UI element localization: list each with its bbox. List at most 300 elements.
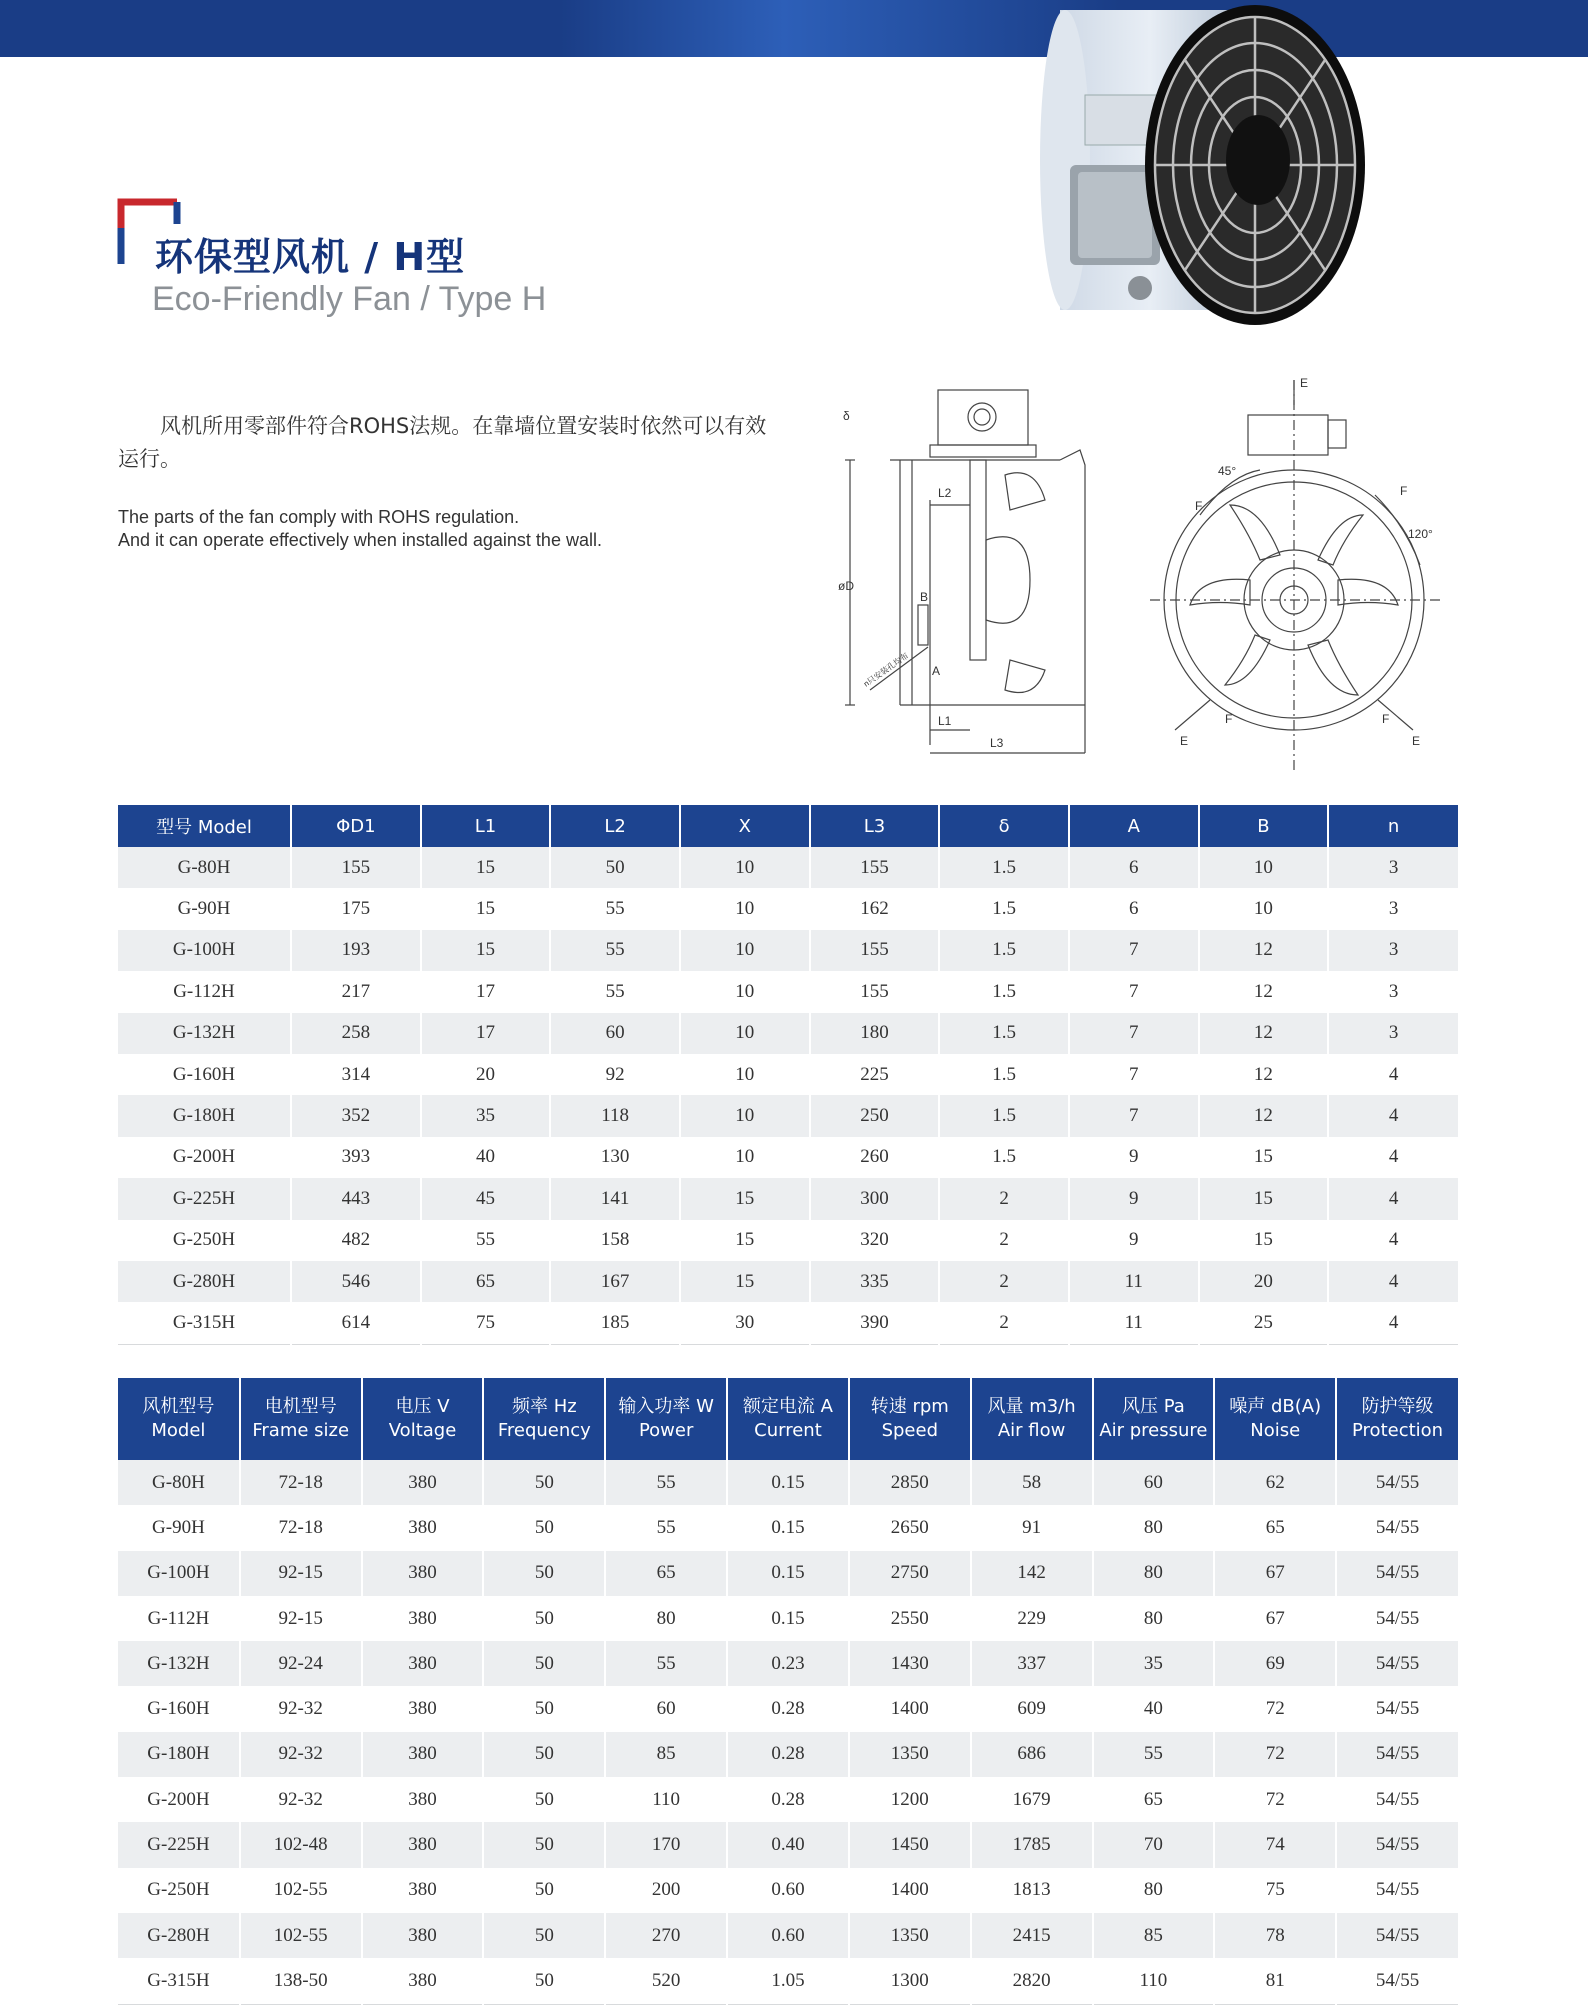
table-cell: 91 [971,1505,1093,1550]
description-cn: 风机所用零部件符合ROHS法规。在靠墙位置安装时依然可以有效运行。 [118,414,767,471]
header-en: Air flow [997,1420,1066,1441]
table-cell: 0.28 [727,1732,849,1777]
table-cell: 185 [550,1302,680,1344]
table-cell: 10 [680,971,810,1012]
table-cell: 54/55 [1336,1822,1458,1867]
table-cell: 520 [605,1958,727,2004]
table-row [118,1913,1458,1958]
E-right-label: E [1412,734,1421,748]
table-cell: 11 [1069,1302,1199,1344]
table-cell: 50 [483,1551,605,1596]
table-cell: 62 [1214,1460,1336,1505]
table-cell: 614 [291,1302,421,1344]
table-cell: 45 [421,1178,551,1219]
header-cn: 频率 Hz [511,1396,577,1417]
table-cell: 60 [1093,1460,1215,1505]
table-cell: G-225H [118,1822,240,1867]
table-row [118,1095,1458,1136]
table-cell: 58 [971,1460,1093,1505]
table-cell: 17 [421,1013,551,1054]
table-cell: 50 [550,847,680,888]
table-cell: 11 [1069,1261,1199,1302]
description-en-line2: And it can operate effectively when installed against the wall. [118,530,602,550]
dimensions-header-cell: δ [939,805,1069,847]
table-cell: 1430 [849,1641,971,1686]
table-cell: 50 [483,1732,605,1777]
table-cell: 1.5 [939,1054,1069,1095]
table-cell: 0.15 [727,1505,849,1550]
table-cell: 78 [1214,1913,1336,1958]
table-cell: 155 [810,930,940,971]
table-cell: 193 [291,930,421,971]
table-cell: G-160H [118,1054,291,1095]
table-cell: 80 [1093,1505,1215,1550]
table-cell: 3 [1328,1013,1458,1054]
table-cell: 67 [1214,1596,1336,1641]
table-cell: 40 [1093,1686,1215,1731]
table-cell: 1300 [849,1958,971,2004]
table-cell: 380 [362,1868,484,1913]
table-cell: 17 [421,971,551,1012]
table-cell: 130 [550,1137,680,1178]
table-cell: 55 [605,1641,727,1686]
table-cell: 110 [1093,1958,1215,2004]
table-cell: 102-48 [240,1822,362,1867]
table-cell: 482 [291,1220,421,1261]
table-cell: 180 [810,1013,940,1054]
table-cell: 50 [483,1822,605,1867]
technical-drawing [830,375,1490,775]
table-cell: 686 [971,1732,1093,1777]
table-cell: 15 [1199,1137,1329,1178]
performance-header-cell [1093,1378,1215,1460]
table-cell: 15 [680,1178,810,1219]
page-title: 环保型风机 / H型 [155,235,466,279]
table-cell: 12 [1199,1095,1329,1136]
table-cell: 50 [483,1686,605,1731]
holes-note: n只安装孔均布 [861,651,911,689]
dimensions-table [118,805,1458,1345]
table-cell: 65 [1093,1777,1215,1822]
table-cell: 158 [550,1220,680,1261]
table-cell: 2850 [849,1460,971,1505]
header-en: Speed [881,1420,938,1441]
table-cell: G-280H [118,1913,240,1958]
table-cell: 74 [1214,1822,1336,1867]
table-cell: 55 [550,971,680,1012]
F-bottom-right-label: F [1382,712,1390,726]
header-cn: 防护等级 [1361,1396,1434,1417]
table-cell: 10 [680,1137,810,1178]
dimensions-table-header [118,805,1458,847]
table-cell: 0.60 [727,1913,849,1958]
E-left-label: E [1180,734,1189,748]
table-cell: 1.5 [939,888,1069,929]
table-cell: 1400 [849,1868,971,1913]
table-cell: 380 [362,1596,484,1641]
F-left-label: F [1195,499,1203,513]
table-cell: 75 [421,1302,551,1344]
table-cell: 4 [1328,1220,1458,1261]
performance-header-cell [605,1378,727,1460]
table-cell: 10 [680,847,810,888]
table-cell: 54/55 [1336,1505,1458,1550]
header-cn: 噪声 dB(A) [1229,1396,1322,1417]
table-cell: 2 [939,1261,1069,1302]
table-cell: 390 [810,1302,940,1344]
header-cn: 电压 V [395,1396,450,1417]
table-cell: 0.15 [727,1551,849,1596]
table-cell: 102-55 [240,1913,362,1958]
table-cell: 92-15 [240,1596,362,1641]
table-cell: G-90H [118,888,291,929]
table-cell: 2820 [971,1958,1093,2004]
table-cell: 12 [1199,1013,1329,1054]
table-cell: 0.23 [727,1641,849,1686]
table-cell: 2550 [849,1596,971,1641]
front-view [1150,376,1440,770]
table-cell: 70 [1093,1822,1215,1867]
table-cell: 380 [362,1958,484,2004]
header-en: Frame size [252,1420,350,1441]
table-cell: 155 [291,847,421,888]
table-cell: 65 [1214,1505,1336,1550]
table-row [118,1551,1458,1596]
table-cell: 10 [1199,847,1329,888]
table-cell: G-180H [118,1095,291,1136]
table-cell: 75 [1214,1868,1336,1913]
table-cell: 54/55 [1336,1596,1458,1641]
header-en: Model [151,1420,206,1441]
table-cell: 60 [550,1013,680,1054]
table-row [118,1777,1458,1822]
performance-header-cell [483,1378,605,1460]
table-cell: 7 [1069,1054,1199,1095]
table-cell: 60 [605,1686,727,1731]
table-cell: 54/55 [1336,1732,1458,1777]
table-cell: 4 [1328,1261,1458,1302]
table-cell: 225 [810,1054,940,1095]
table-cell: 67 [1214,1551,1336,1596]
table-cell: 320 [810,1220,940,1261]
angle-120-label: 120° [1408,527,1433,541]
table-cell: 80 [605,1596,727,1641]
table-cell: 15 [421,888,551,929]
table-row [118,1596,1458,1641]
header-en: Noise [1250,1420,1301,1441]
table-cell: 54/55 [1336,1551,1458,1596]
table-row [118,1137,1458,1178]
table-cell: 200 [605,1868,727,1913]
table-cell: G-80H [118,1460,240,1505]
table-cell: 55 [605,1460,727,1505]
table-cell: 10 [680,1013,810,1054]
table-cell: 55 [550,930,680,971]
table-cell: 80 [1093,1551,1215,1596]
header-en: Protection [1352,1420,1444,1441]
table-cell: 3 [1328,971,1458,1012]
table-cell: 50 [483,1505,605,1550]
table-cell: 20 [421,1054,551,1095]
table-row [118,1505,1458,1550]
table-cell: 1813 [971,1868,1093,1913]
performance-header-cell [849,1378,971,1460]
table-cell: 250 [810,1095,940,1136]
table-cell: 92-32 [240,1777,362,1822]
table-cell: 162 [810,888,940,929]
table-cell: 380 [362,1551,484,1596]
performance-header-cell [362,1378,484,1460]
table-cell: 50 [483,1868,605,1913]
table-cell: 1679 [971,1777,1093,1822]
table-cell: 72 [1214,1686,1336,1731]
angle-45-label: 45° [1218,464,1237,478]
table-cell: G-80H [118,847,291,888]
table-cell: G-132H [118,1641,240,1686]
dimensions-header-cell: A [1069,805,1199,847]
table-cell: 175 [291,888,421,929]
table-cell: 10 [680,930,810,971]
table-row [118,1958,1458,2004]
table-cell: 155 [810,971,940,1012]
header-cn: 输入功率 W [618,1396,714,1417]
table-cell: 110 [605,1777,727,1822]
table-row [118,1013,1458,1054]
table-cell: 0.60 [727,1868,849,1913]
dimensions-header-cell: L3 [810,805,940,847]
table-cell: 258 [291,1013,421,1054]
performance-header-cell [971,1378,1093,1460]
table-cell: 92 [550,1054,680,1095]
performance-header-cell [1336,1378,1458,1460]
table-cell: 0.15 [727,1596,849,1641]
table-cell: 380 [362,1505,484,1550]
table-cell: 1.5 [939,847,1069,888]
table-cell: 54/55 [1336,1777,1458,1822]
L3-label: L3 [990,736,1004,750]
dimensions-header-cell: X [680,805,810,847]
table-row [118,1220,1458,1261]
table-row [118,1302,1458,1344]
table-cell: 1.5 [939,1013,1069,1054]
table-cell: 2 [939,1302,1069,1344]
dimensions-header-cell: n [1328,805,1458,847]
table-cell: 35 [421,1095,551,1136]
table-cell: 12 [1199,971,1329,1012]
table-cell: G-132H [118,1013,291,1054]
table-cell: 4 [1328,1095,1458,1136]
A-label: A [932,664,941,678]
table-cell: 72-18 [240,1505,362,1550]
table-cell: G-90H [118,1505,240,1550]
table-row [118,971,1458,1012]
table-cell: 85 [605,1732,727,1777]
table-cell: 10 [680,1054,810,1095]
dimensions-header-cell: 型号 Model [118,805,291,847]
table-cell: 4 [1328,1137,1458,1178]
table-cell: 380 [362,1822,484,1867]
table-cell: G-180H [118,1732,240,1777]
table-cell: 10 [1199,888,1329,929]
table-cell: G-200H [118,1777,240,1822]
table-cell: 54/55 [1336,1958,1458,2004]
dimensions-header-cell: B [1199,805,1329,847]
L2-label: L2 [938,486,952,500]
table-row [118,1868,1458,1913]
performance-header-cell [118,1378,240,1460]
table-cell: 142 [971,1551,1093,1596]
table-cell: 546 [291,1261,421,1302]
table-cell: 443 [291,1178,421,1219]
table-cell: 50 [483,1596,605,1641]
side-view [838,390,1085,753]
table-cell: 30 [680,1302,810,1344]
table-cell: 380 [362,1460,484,1505]
table-cell: 4 [1328,1302,1458,1344]
F-right-label: F [1400,484,1408,498]
header-cn: 风机型号 [142,1396,215,1417]
table-cell: 380 [362,1732,484,1777]
table-cell: 2415 [971,1913,1093,1958]
page-subtitle: Eco-Friendly Fan / Type H [152,280,547,318]
header-en: Air pressure [1099,1420,1208,1441]
table-cell: 72-18 [240,1460,362,1505]
table-cell: 7 [1069,1095,1199,1136]
header-cn: 转速 rpm [870,1396,949,1417]
header-cn: 风压 Pa [1122,1396,1185,1417]
table-cell: 72 [1214,1777,1336,1822]
table-row [118,1178,1458,1219]
table-cell: G-100H [118,930,291,971]
table-cell: 4 [1328,1054,1458,1095]
table-cell: 55 [550,888,680,929]
header-en: Frequency [497,1420,591,1441]
table-cell: 55 [421,1220,551,1261]
table-cell: 65 [421,1261,551,1302]
table-cell: 7 [1069,930,1199,971]
table-cell: 1450 [849,1822,971,1867]
table-cell: 7 [1069,1013,1199,1054]
table-cell: 1.5 [939,1095,1069,1136]
table-cell: G-160H [118,1686,240,1731]
table-row [118,1686,1458,1731]
header-cn: 电机型号 [264,1396,337,1417]
table-cell: 50 [483,1641,605,1686]
table-cell: 50 [483,1777,605,1822]
header-cn: 风量 m3/h [987,1396,1076,1417]
table-cell: 55 [605,1505,727,1550]
delta-label: δ [843,409,850,423]
table-cell: 12 [1199,930,1329,971]
table-cell: 80 [1093,1868,1215,1913]
table-row [118,1054,1458,1095]
table-cell: 2 [939,1178,1069,1219]
table-cell: 1.5 [939,1137,1069,1178]
table-cell: 0.15 [727,1460,849,1505]
table-cell: 6 [1069,847,1199,888]
table-cell: 69 [1214,1641,1336,1686]
table-cell: 1200 [849,1777,971,1822]
table-cell: 229 [971,1596,1093,1641]
table-cell: 3 [1328,930,1458,971]
table-cell: 54/55 [1336,1641,1458,1686]
table-cell: 167 [550,1261,680,1302]
table-cell: 155 [810,847,940,888]
table-cell: 2650 [849,1505,971,1550]
table-cell: 9 [1069,1220,1199,1261]
dimensions-header-cell: L2 [550,805,680,847]
table-cell: 7 [1069,971,1199,1012]
fan-product-photo [1030,0,1370,340]
table-cell: 380 [362,1913,484,1958]
table-cell: 1350 [849,1732,971,1777]
table-cell: 1785 [971,1822,1093,1867]
table-cell: 92-15 [240,1551,362,1596]
table-cell: G-200H [118,1137,291,1178]
table-cell: 80 [1093,1596,1215,1641]
table-cell: 50 [483,1958,605,2004]
table-cell: 335 [810,1261,940,1302]
table-cell: 0.40 [727,1822,849,1867]
table-row [118,847,1458,888]
table-cell: 380 [362,1641,484,1686]
dimensions-table-body [118,847,1458,1344]
table-cell: 54/55 [1336,1868,1458,1913]
header-cn: 额定电流 A [742,1396,833,1417]
header-en: Current [754,1420,822,1441]
table-cell: 50 [483,1913,605,1958]
table-cell: 352 [291,1095,421,1136]
table-cell: G-315H [118,1302,291,1344]
table-cell: 10 [680,888,810,929]
table-cell: 35 [1093,1641,1215,1686]
table-row [118,1732,1458,1777]
dimensions-header-cell: ΦD1 [291,805,421,847]
table-cell: 4 [1328,1178,1458,1219]
table-cell: 1.5 [939,930,1069,971]
table-cell: 40 [421,1137,551,1178]
performance-table-body [118,1460,1458,2004]
table-cell: 15 [680,1261,810,1302]
table-cell: 300 [810,1178,940,1219]
performance-header-cell [727,1378,849,1460]
phiD-label: øD [838,579,854,593]
table-row [118,1460,1458,1505]
header-en: Power [638,1420,694,1441]
table-cell: 141 [550,1178,680,1219]
table-row [118,1822,1458,1867]
table-cell: 170 [605,1822,727,1867]
table-cell: 50 [483,1460,605,1505]
table-cell: 25 [1199,1302,1329,1344]
table-cell: 81 [1214,1958,1336,2004]
table-cell: 102-55 [240,1868,362,1913]
table-cell: 15 [421,930,551,971]
table-cell: 314 [291,1054,421,1095]
table-cell: G-250H [118,1868,240,1913]
table-cell: G-250H [118,1220,291,1261]
table-cell: 217 [291,971,421,1012]
table-cell: 393 [291,1137,421,1178]
table-cell: 0.28 [727,1777,849,1822]
table-cell: 2 [939,1220,1069,1261]
table-cell: 54/55 [1336,1686,1458,1731]
table-row [118,888,1458,929]
performance-table-header [118,1378,1458,1460]
table-cell: 54/55 [1336,1913,1458,1958]
table-cell: 12 [1199,1054,1329,1095]
table-cell: 85 [1093,1913,1215,1958]
